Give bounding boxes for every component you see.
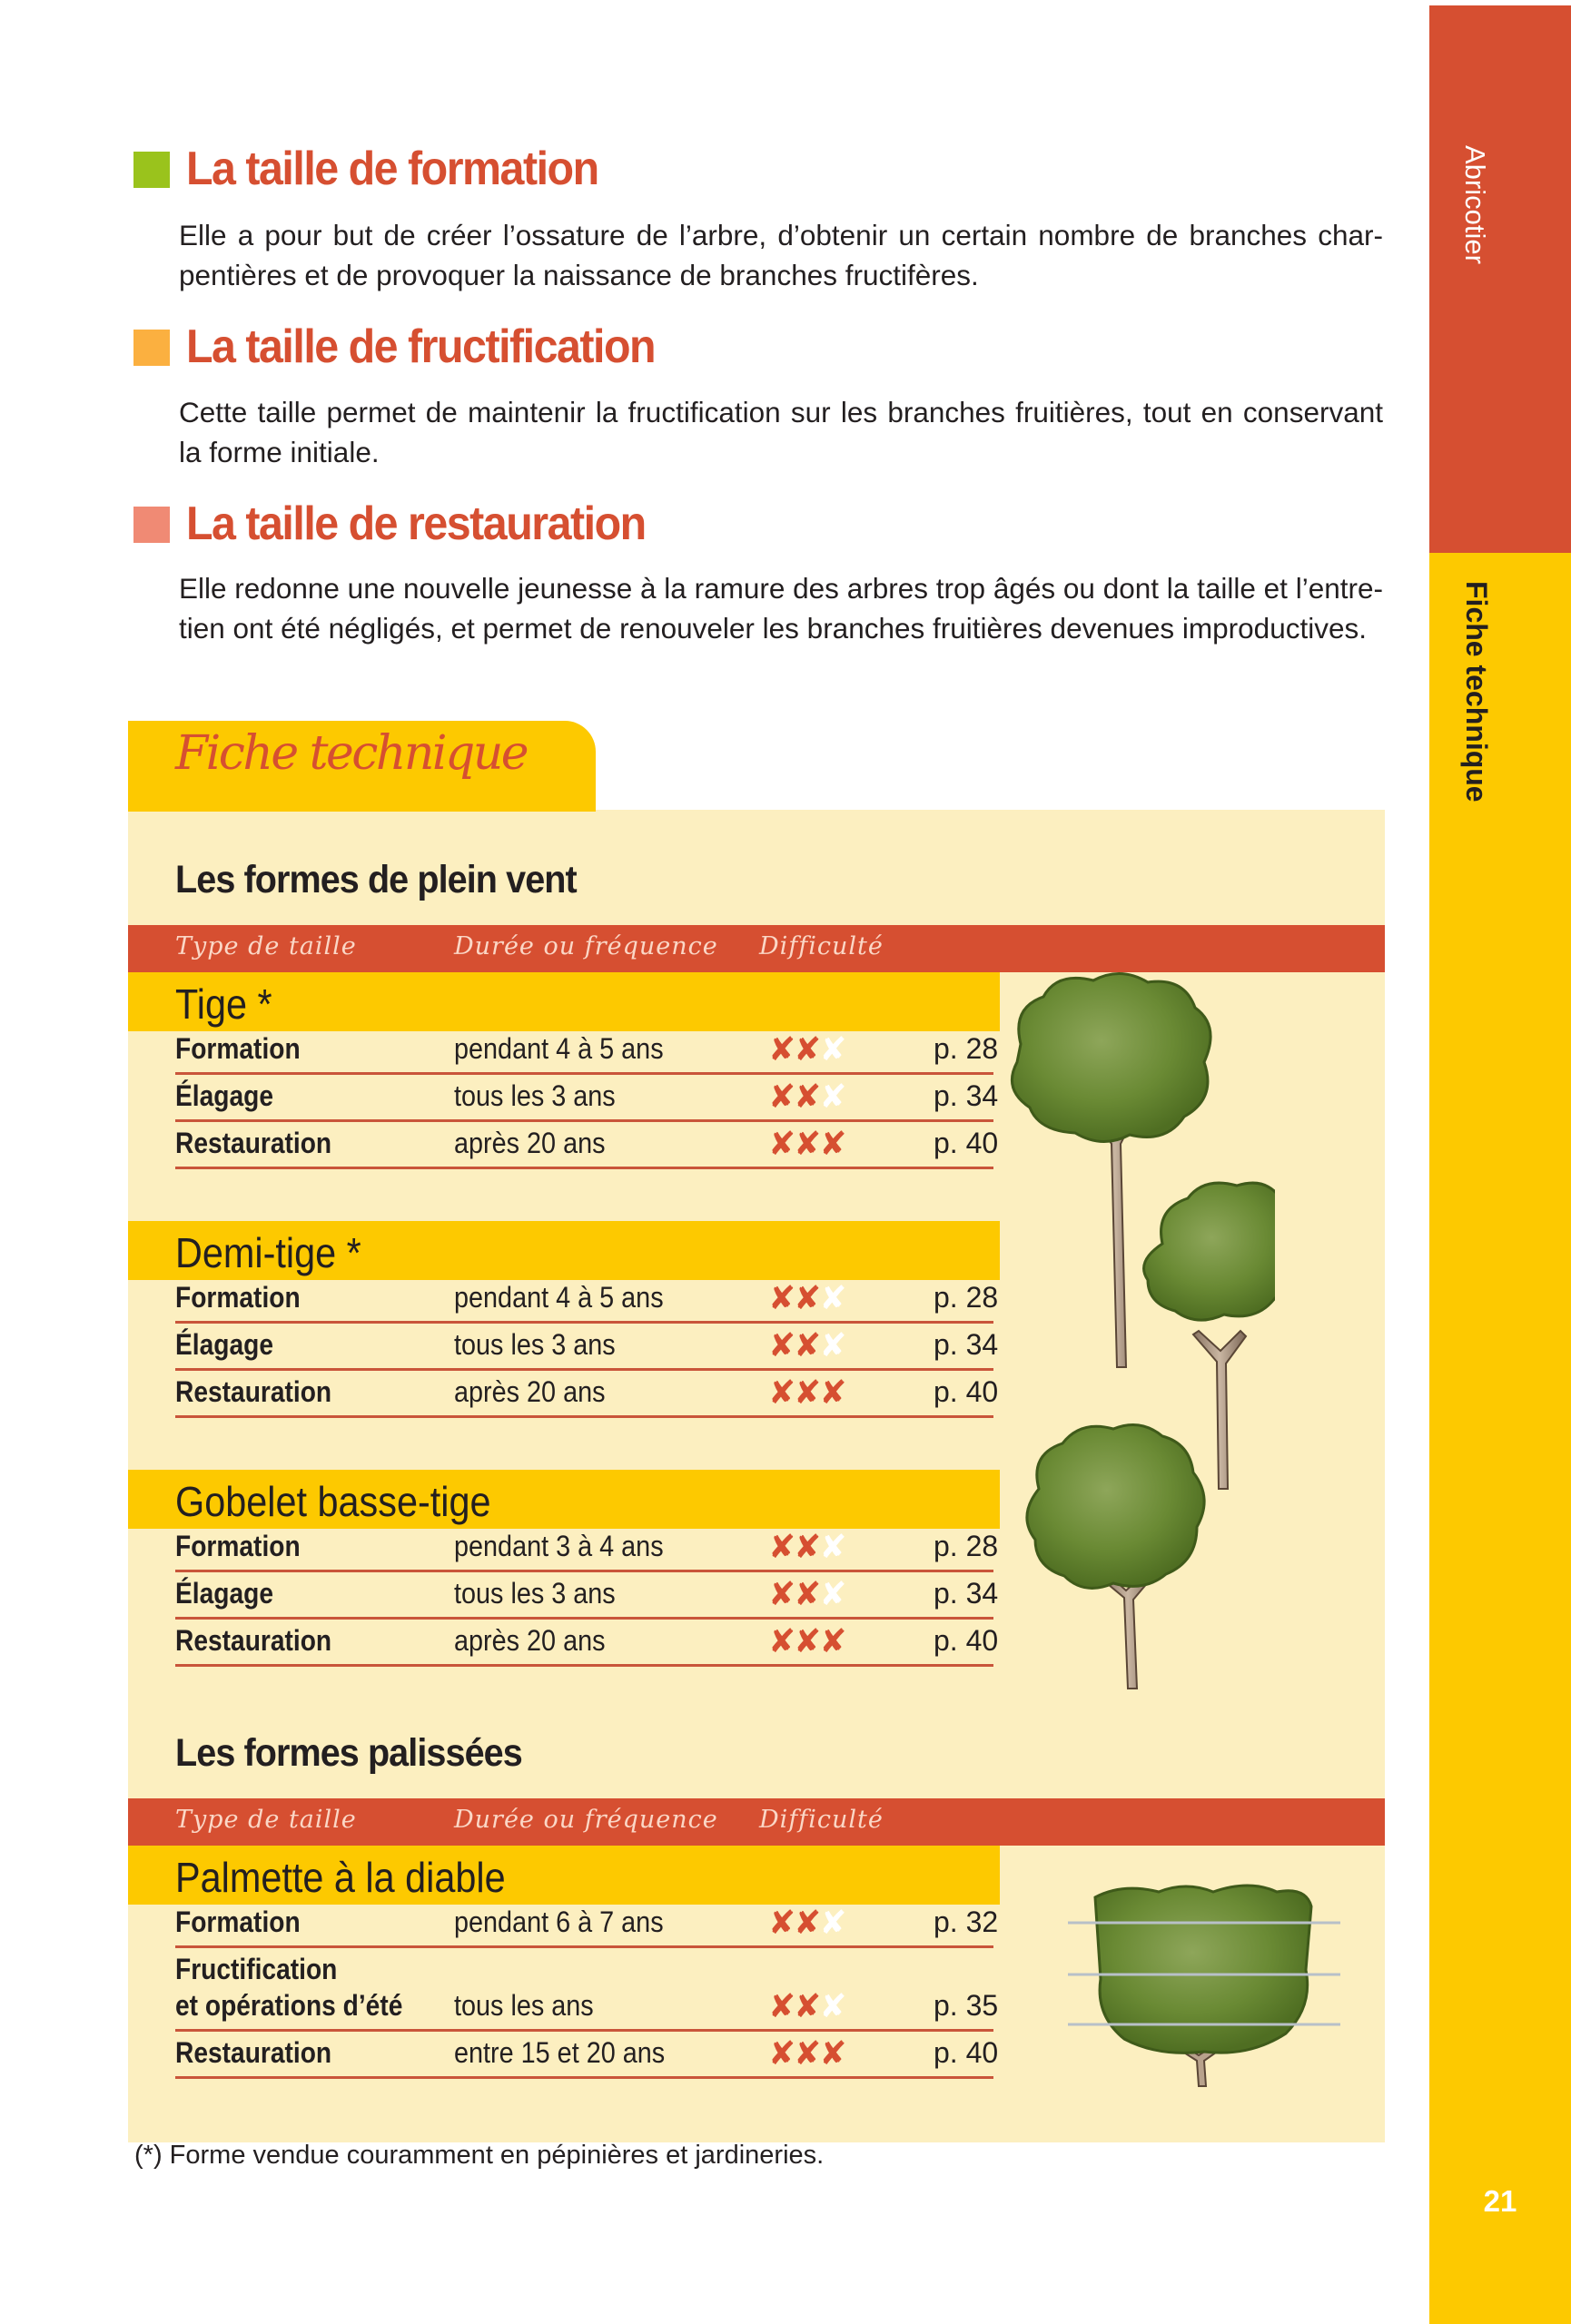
form-heading-plein-vent: Les formes de plein vent bbox=[175, 858, 577, 901]
difficulty-cross-icon-active: ✘ bbox=[768, 1078, 795, 1115]
difficulty-cross-icon-active: ✘ bbox=[768, 1528, 795, 1565]
section-title-restauration: La taille de restauration bbox=[186, 497, 646, 550]
difficulty-cross-icon-active: ✘ bbox=[794, 1622, 820, 1659]
difficulty-rating bbox=[768, 1528, 845, 1566]
difficulty-cross-icon-active: ✘ bbox=[768, 1279, 795, 1316]
side-section-label: Abricotier bbox=[1459, 145, 1491, 264]
difficulty-rating bbox=[768, 1622, 845, 1660]
row-page-ref: p. 32 bbox=[934, 1905, 999, 1938]
difficulty-cross-icon-active: ✘ bbox=[768, 2034, 795, 2072]
difficulty-rating bbox=[768, 2034, 845, 2073]
tree-foliage bbox=[1144, 1183, 1275, 1320]
group-title: Tige * bbox=[175, 980, 272, 1028]
section-body-formation bbox=[179, 215, 1383, 295]
difficulty-cross-icon-active: ✘ bbox=[794, 1987, 820, 2024]
row-label: Restauration bbox=[175, 1624, 332, 1657]
difficulty-rating bbox=[768, 1279, 845, 1317]
difficulty-cross-icon-active: ✘ bbox=[768, 1904, 795, 1941]
difficulty-cross-icon-active: ✘ bbox=[794, 1374, 820, 1411]
difficulty-rating bbox=[768, 1987, 845, 2025]
difficulty-rating bbox=[768, 1904, 845, 1942]
difficulty-cross-icon-active: ✘ bbox=[794, 1904, 820, 1941]
row-label: Élagage bbox=[175, 1577, 273, 1610]
difficulty-cross-icon-active: ✘ bbox=[794, 1279, 820, 1316]
body-line: tien ont été négligés, et permet de renouveler les branches fruitières devenues improductives. bbox=[179, 612, 1367, 645]
tree-foliage bbox=[1095, 1886, 1311, 2053]
row-divider bbox=[175, 1664, 993, 1667]
difficulty-cross-icon-inactive: ✘ bbox=[819, 1528, 845, 1565]
difficulty-cross-icon-active: ✘ bbox=[794, 1575, 820, 1612]
section-title-fructification: La taille de fructification bbox=[186, 320, 656, 373]
difficulty-cross-icon-active: ✘ bbox=[794, 1078, 820, 1115]
tree-trunk bbox=[1102, 1571, 1153, 1689]
body-line: Elle a pour but de créer l’ossature de l’arbre, d’obtenir un certain nombre de branches char- bbox=[179, 219, 1383, 251]
difficulty-cross-icon-active: ✘ bbox=[794, 2034, 820, 2072]
difficulty-cross-icon-active: ✘ bbox=[819, 1374, 845, 1411]
page-number: 21 bbox=[1483, 2184, 1517, 2218]
difficulty-rating bbox=[768, 1078, 845, 1116]
row-page-ref: p. 40 bbox=[934, 1375, 999, 1408]
fiche-tab-label: Fiche technique bbox=[175, 726, 528, 781]
section-marker-square bbox=[133, 507, 170, 543]
row-divider bbox=[175, 1570, 993, 1572]
difficulty-cross-icon-active: ✘ bbox=[768, 1622, 795, 1659]
row-label: Restauration bbox=[175, 1127, 332, 1159]
row-divider bbox=[175, 2029, 993, 2032]
side-subsection-label: Fiche technique bbox=[1460, 581, 1493, 803]
row-label: Formation bbox=[175, 1032, 301, 1065]
body-line: la forme initiale. bbox=[179, 436, 380, 468]
tree-foliage bbox=[1012, 973, 1210, 1141]
row-frequency: entre 15 et 20 ans bbox=[454, 2036, 666, 2069]
group-title: Gobelet basse-tige bbox=[175, 1478, 491, 1525]
row-label-line1: Fructification bbox=[175, 1953, 338, 1985]
difficulty-cross-icon-inactive: ✘ bbox=[819, 1030, 845, 1068]
row-divider bbox=[175, 1617, 993, 1620]
section-body-restauration bbox=[179, 568, 1383, 648]
row-frequency: pendant 3 à 4 ans bbox=[454, 1530, 664, 1562]
row-page-ref: p. 35 bbox=[934, 1989, 999, 2022]
difficulty-cross-icon-active: ✘ bbox=[794, 1030, 820, 1068]
row-label: Restauration bbox=[175, 1375, 332, 1408]
difficulty-cross-icon-active: ✘ bbox=[768, 1326, 795, 1364]
difficulty-cross-icon-active: ✘ bbox=[819, 2034, 845, 2072]
row-label: et opérations d’été bbox=[175, 1989, 403, 2022]
row-frequency: tous les 3 ans bbox=[454, 1079, 616, 1112]
difficulty-cross-icon-active: ✘ bbox=[794, 1528, 820, 1565]
difficulty-rating bbox=[768, 1030, 845, 1068]
group-title: Demi-tige * bbox=[175, 1229, 361, 1276]
row-page-ref: p. 34 bbox=[934, 1079, 999, 1112]
difficulty-cross-icon-active: ✘ bbox=[768, 1575, 795, 1612]
difficulty-cross-icon-active: ✘ bbox=[819, 1622, 845, 1659]
row-frequency: pendant 4 à 5 ans bbox=[454, 1281, 664, 1314]
section-marker-square bbox=[133, 152, 170, 188]
difficulty-cross-icon-inactive: ✘ bbox=[819, 1326, 845, 1364]
body-line: Cette taille permet de maintenir la fructification sur les branches fruitières, tout en conservant bbox=[179, 396, 1383, 428]
header-duree-frequence: Durée ou fréquence bbox=[454, 1806, 718, 1834]
section-marker-square bbox=[133, 330, 170, 366]
row-divider bbox=[175, 1415, 993, 1418]
difficulty-cross-icon-active: ✘ bbox=[819, 1125, 845, 1162]
row-divider bbox=[175, 2076, 993, 2079]
body-line: pentières et de provoquer la naissance de branches fructifères. bbox=[179, 259, 979, 291]
row-divider bbox=[175, 1167, 993, 1169]
difficulty-cross-icon-active: ✘ bbox=[794, 1125, 820, 1162]
row-page-ref: p. 28 bbox=[934, 1281, 999, 1314]
side-tab-yellow bbox=[1429, 553, 1571, 2324]
side-tab-orange bbox=[1429, 5, 1571, 553]
difficulty-rating bbox=[768, 1326, 845, 1364]
row-frequency: pendant 6 à 7 ans bbox=[454, 1905, 664, 1938]
body-line: Elle redonne une nouvelle jeunesse à la ramure des arbres trop âgés ou dont la taille et l’entre- bbox=[179, 572, 1383, 605]
row-label: Formation bbox=[175, 1530, 301, 1562]
palmette-illustration bbox=[1068, 1879, 1340, 2097]
row-page-ref: p. 40 bbox=[934, 1624, 999, 1657]
row-page-ref: p. 34 bbox=[934, 1328, 999, 1361]
row-frequency: tous les ans bbox=[454, 1989, 594, 2022]
difficulty-rating bbox=[768, 1575, 845, 1613]
difficulty-cross-icon-inactive: ✘ bbox=[819, 1078, 845, 1115]
row-page-ref: p. 28 bbox=[934, 1032, 999, 1065]
difficulty-rating bbox=[768, 1374, 845, 1412]
header-difficulte: Difficulté bbox=[759, 932, 884, 960]
row-frequency: pendant 4 à 5 ans bbox=[454, 1032, 664, 1065]
difficulty-cross-icon-active: ✘ bbox=[768, 1987, 795, 2024]
difficulty-cross-icon-inactive: ✘ bbox=[819, 1987, 845, 2024]
header-difficulte: Difficulté bbox=[759, 1806, 884, 1834]
row-frequency: tous les 3 ans bbox=[454, 1577, 616, 1610]
row-label: Formation bbox=[175, 1905, 301, 1938]
row-frequency: après 20 ans bbox=[454, 1127, 606, 1159]
tree-foliage bbox=[1027, 1425, 1204, 1589]
tree-trunk bbox=[1193, 1331, 1246, 1489]
difficulty-cross-icon-inactive: ✘ bbox=[819, 1279, 845, 1316]
section-body-fructification bbox=[179, 392, 1383, 472]
difficulty-cross-icon-inactive: ✘ bbox=[819, 1904, 845, 1941]
row-frequency: après 20 ans bbox=[454, 1624, 606, 1657]
row-page-ref: p. 28 bbox=[934, 1530, 999, 1562]
difficulty-cross-icon-active: ✘ bbox=[768, 1374, 795, 1411]
difficulty-cross-icon-active: ✘ bbox=[768, 1030, 795, 1068]
footnote: (*) Forme vendue couramment en pépinières et jardineries. bbox=[134, 2141, 825, 2170]
difficulty-cross-icon-active: ✘ bbox=[768, 1125, 795, 1162]
row-divider bbox=[175, 1945, 993, 1948]
header-type-de-taille: Type de taille bbox=[175, 1806, 357, 1834]
header-duree-frequence: Durée ou fréquence bbox=[454, 932, 718, 960]
section-title-formation: La taille de formation bbox=[186, 143, 598, 195]
tree-illustrations bbox=[1003, 971, 1275, 1707]
row-label: Restauration bbox=[175, 2036, 332, 2069]
row-page-ref: p. 40 bbox=[934, 1127, 999, 1159]
row-label: Élagage bbox=[175, 1079, 273, 1112]
tree-trunk bbox=[1093, 1108, 1137, 1367]
row-label: Élagage bbox=[175, 1328, 273, 1361]
difficulty-cross-icon-active: ✘ bbox=[794, 1326, 820, 1364]
row-label: Formation bbox=[175, 1281, 301, 1314]
group-title: Palmette à la diable bbox=[175, 1854, 506, 1901]
row-divider bbox=[175, 1072, 993, 1075]
header-type-de-taille: Type de taille bbox=[175, 932, 357, 960]
row-page-ref: p. 34 bbox=[934, 1577, 999, 1610]
form-heading-palissees: Les formes palissées bbox=[175, 1731, 522, 1775]
row-frequency: après 20 ans bbox=[454, 1375, 606, 1408]
row-page-ref: p. 40 bbox=[934, 2036, 999, 2069]
difficulty-cross-icon-inactive: ✘ bbox=[819, 1575, 845, 1612]
row-divider bbox=[175, 1119, 993, 1122]
difficulty-rating bbox=[768, 1125, 845, 1163]
row-divider bbox=[175, 1368, 993, 1371]
row-frequency: tous les 3 ans bbox=[454, 1328, 616, 1361]
row-divider bbox=[175, 1321, 993, 1324]
